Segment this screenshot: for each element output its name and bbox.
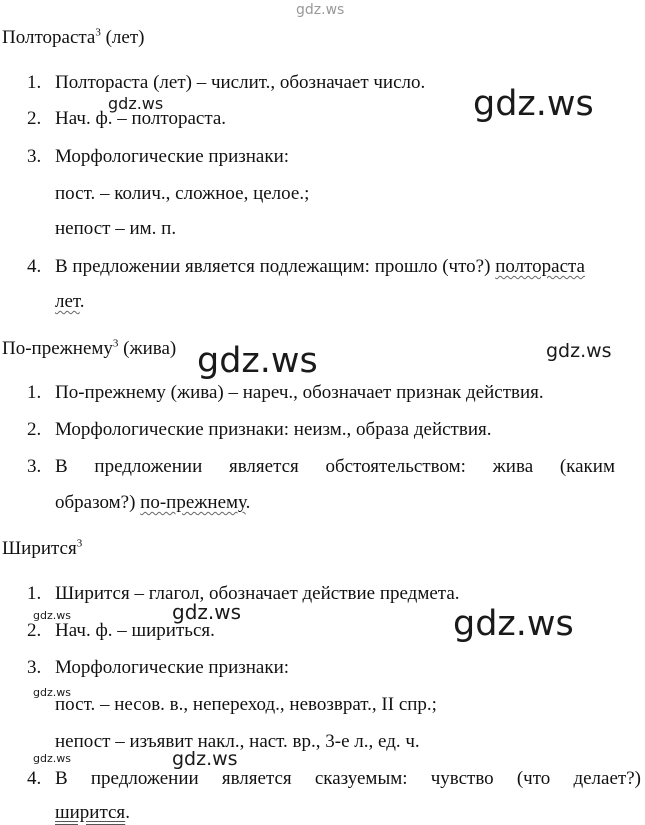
- section-title-tail: (лет): [105, 27, 145, 48]
- punct: .: [125, 802, 130, 823]
- item-number: 4.: [27, 256, 42, 277]
- subject-word: лет: [55, 291, 80, 312]
- subject-word: полтораста: [495, 256, 585, 277]
- word: (каким: [559, 456, 615, 477]
- item-text: По-прежнему (жива) – нареч., обозначает признак действия.: [55, 382, 544, 403]
- item-text: Полтораста (лет) – числит., обозначает число.: [55, 72, 426, 93]
- item-text: Морфологические признаки:: [55, 657, 290, 678]
- watermark-small: gdz.ws: [33, 752, 71, 765]
- item-subtext: пост. – колич., сложное, целое.;: [55, 183, 310, 204]
- item-number: 1.: [27, 583, 42, 604]
- item-text: Ширится – глагол, обозначает действие предмета.: [55, 583, 460, 604]
- word: предложении: [90, 768, 199, 789]
- watermark-medium: gdz.ws: [546, 340, 612, 362]
- item-text-continuation: [55, 492, 250, 514]
- section-title-tail: (жива): [123, 338, 177, 359]
- word: делает?): [573, 768, 641, 789]
- word: чувство: [430, 768, 494, 789]
- item-text: Морфологические признаки:: [55, 146, 290, 167]
- word: является: [228, 456, 299, 477]
- punct: .: [245, 492, 251, 513]
- item-text-main: В предложении является подлежащим: прошло (что?): [55, 256, 491, 277]
- punct: .: [79, 291, 85, 312]
- word: В: [55, 456, 68, 477]
- item-number: 1.: [27, 382, 42, 403]
- item-text-continuation: [55, 291, 85, 313]
- item-subtext: непост – им. п.: [55, 218, 177, 239]
- adverbial-word: по-прежнему: [140, 492, 246, 513]
- word: В: [55, 768, 68, 789]
- footnote-mark: 3: [112, 337, 119, 350]
- word: (что: [516, 768, 551, 789]
- item-number: 3.: [27, 146, 42, 167]
- item-text-justified: [55, 768, 641, 790]
- footnote-mark: 3: [76, 537, 83, 550]
- item-text: [55, 256, 585, 278]
- section-title-3: [2, 538, 82, 560]
- word: сказуемым:: [314, 768, 408, 789]
- section-title-2: [2, 338, 176, 360]
- watermark-large: gdz.ws: [473, 84, 594, 124]
- item-number: 1.: [27, 72, 42, 93]
- word: жива: [492, 456, 534, 477]
- item-text-continuation: [55, 802, 130, 824]
- watermark-small: gdz.ws: [33, 686, 71, 699]
- item-subtext: непост – изъявит накл., наст. вр., 3-е л., ед. ч.: [55, 731, 420, 752]
- item-number: 4.: [27, 768, 42, 789]
- item-number: 2.: [27, 620, 42, 641]
- section-title-word: По-прежнему: [2, 338, 113, 359]
- watermark-large: gdz.ws: [197, 341, 318, 381]
- word: является: [221, 768, 292, 789]
- item-number: 2.: [27, 419, 42, 440]
- item-subtext: пост. – несов. в., непереход., невозврат., II спр.;: [55, 694, 437, 715]
- item-text: Морфологические признаки: неизм., образа действия.: [55, 419, 492, 440]
- item-text-justified: [55, 456, 615, 478]
- predicate-word: ширится: [55, 802, 126, 823]
- item-number: 3.: [27, 456, 42, 477]
- item-number: 3.: [27, 657, 42, 678]
- section-title-1: [2, 27, 144, 49]
- watermark-large: gdz.ws: [453, 604, 574, 644]
- word: обстоятельством:: [325, 456, 466, 477]
- watermark-small: gdz.ws: [33, 609, 71, 622]
- item-text: Нач. ф. – полтораста.: [55, 108, 227, 129]
- footnote-mark: 3: [95, 26, 101, 39]
- item-number: 2.: [27, 108, 42, 129]
- word: предложении: [94, 456, 203, 477]
- item-text-main: образом?): [55, 492, 136, 513]
- watermark-medium: gdz.ws: [108, 94, 164, 113]
- watermark-medium: gdz.ws: [172, 600, 242, 624]
- watermark-top: gdz.ws: [296, 2, 345, 18]
- watermark-medium: gdz.ws: [172, 748, 238, 770]
- item-text: Нач. ф. – шириться.: [55, 620, 215, 641]
- section-title-word: Ширится: [2, 538, 77, 559]
- section-title-word: Полтораста: [2, 27, 96, 48]
